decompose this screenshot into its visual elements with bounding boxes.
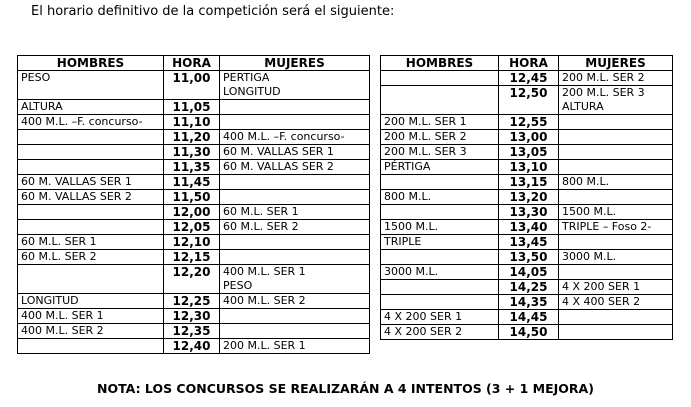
mujeres-cell: [559, 265, 673, 280]
table-row: [18, 71, 370, 100]
table-row: [18, 250, 370, 265]
hora-cell: 12,50: [499, 86, 559, 115]
mujeres-line: 60 M.L. SER 1: [223, 205, 299, 218]
hora-cell: 14,35: [499, 295, 559, 310]
table-row: [18, 220, 370, 235]
mujeres-line-2: ALTURA: [562, 100, 604, 113]
hora-cell: 12,05: [164, 220, 220, 235]
hora-cell: 13,45: [499, 235, 559, 250]
hora-cell: 12,20: [164, 265, 220, 294]
hora-cell: 14,45: [499, 310, 559, 325]
hora-cell: 11,30: [164, 145, 220, 160]
mujeres-cell: [220, 220, 370, 235]
mujeres-cell: [559, 71, 673, 86]
hora-cell: 12,30: [164, 309, 220, 324]
table-row: [18, 175, 370, 190]
table-row: [381, 115, 673, 130]
mujeres-line: 400 M.L. –F. concurso-: [223, 130, 345, 143]
table-row: [381, 71, 673, 86]
mujeres-cell: [559, 175, 673, 190]
table-row: [18, 235, 370, 250]
mujeres-line: 4 X 400 SER 2: [562, 295, 641, 308]
mujeres-cell: [220, 71, 370, 100]
hora-cell: 14,05: [499, 265, 559, 280]
mujeres-cell: [220, 100, 370, 115]
mujeres-cell: [559, 115, 673, 130]
hombres-cell: 200 M.L. SER 1: [381, 115, 499, 130]
mujeres-cell: [220, 235, 370, 250]
hora-cell: 11,20: [164, 130, 220, 145]
mujeres-line: TRIPLE – Foso 2-: [562, 220, 652, 233]
hombres-cell: 3000 M.L.: [381, 265, 499, 280]
table-row: [381, 310, 673, 325]
nota-footer: NOTA: LOS CONCURSOS SE REALIZARÁN A 4 INTENTOS (3 + 1 MEJORA): [97, 381, 594, 396]
hombres-cell: [381, 205, 499, 220]
hombres-cell: TRIPLE: [381, 235, 499, 250]
header-hombres: HOMBRES: [18, 56, 164, 71]
mujeres-line: 4 X 200 SER 1: [562, 280, 641, 293]
mujeres-cell: [220, 339, 370, 354]
mujeres-line: PERTIGA: [223, 71, 270, 84]
table-row: [18, 309, 370, 324]
mujeres-cell: [220, 130, 370, 145]
header-hora: HORA: [499, 56, 559, 71]
hora-cell: 12,55: [499, 115, 559, 130]
hora-cell: 11,10: [164, 115, 220, 130]
hora-cell: 11,50: [164, 190, 220, 205]
mujeres-line-2: LONGITUD: [223, 85, 281, 98]
mujeres-cell: [220, 145, 370, 160]
table-row: [381, 295, 673, 310]
hombres-cell: 400 M.L. SER 1: [18, 309, 164, 324]
mujeres-cell: [559, 86, 673, 115]
mujeres-cell: [220, 309, 370, 324]
hombres-cell: 1500 M.L.: [381, 220, 499, 235]
hombres-cell: [18, 265, 164, 294]
hombres-cell: [18, 205, 164, 220]
hora-cell: 12,10: [164, 235, 220, 250]
mujeres-line: 200 M.L. SER 3: [562, 86, 645, 99]
table-row: [381, 250, 673, 265]
hombres-cell: 200 M.L. SER 3: [381, 145, 499, 160]
table-row: [381, 86, 673, 115]
hombres-cell: [18, 130, 164, 145]
table-row: [381, 205, 673, 220]
mujeres-line: 60 M.L. SER 2: [223, 220, 299, 233]
table-row: [381, 280, 673, 295]
mujeres-cell: [220, 205, 370, 220]
mujeres-cell: [559, 145, 673, 160]
table-row: [381, 175, 673, 190]
hora-cell: 13,50: [499, 250, 559, 265]
mujeres-line: 60 M. VALLAS SER 2: [223, 160, 334, 173]
hombres-cell: [18, 220, 164, 235]
hombres-cell: [18, 145, 164, 160]
hombres-cell: [381, 280, 499, 295]
mujeres-cell: [220, 115, 370, 130]
hora-cell: 13,15: [499, 175, 559, 190]
table-row: [18, 190, 370, 205]
hombres-cell: 200 M.L. SER 2: [381, 130, 499, 145]
hombres-cell: 800 M.L.: [381, 190, 499, 205]
mujeres-line: 200 M.L. SER 2: [562, 71, 645, 84]
hombres-cell: 60 M.L. SER 1: [18, 235, 164, 250]
table-row: [381, 190, 673, 205]
header-hora: HORA: [164, 56, 220, 71]
hora-cell: 13,40: [499, 220, 559, 235]
hora-cell: 12,25: [164, 294, 220, 309]
hora-cell: 13,10: [499, 160, 559, 175]
mujeres-line: 400 M.L. SER 2: [223, 294, 306, 307]
mujeres-line: 800 M.L.: [562, 175, 610, 188]
table-row: [18, 100, 370, 115]
table-row: [381, 220, 673, 235]
hora-cell: 12,40: [164, 339, 220, 354]
table-row: [18, 265, 370, 294]
table-row: [381, 235, 673, 250]
table-row: [381, 145, 673, 160]
hombres-cell: 4 X 200 SER 1: [381, 310, 499, 325]
hora-cell: 13,05: [499, 145, 559, 160]
hora-cell: 11,45: [164, 175, 220, 190]
mujeres-line: 1500 M.L.: [562, 205, 617, 218]
mujeres-line: 400 M.L. SER 1: [223, 265, 306, 278]
mujeres-cell: [559, 235, 673, 250]
hombres-cell: PESO: [18, 71, 164, 100]
mujeres-cell: [220, 160, 370, 175]
mujeres-cell: [559, 130, 673, 145]
hora-cell: 11,35: [164, 160, 220, 175]
mujeres-line: 200 M.L. SER 1: [223, 339, 306, 352]
hora-cell: 13,20: [499, 190, 559, 205]
mujeres-cell: [559, 325, 673, 340]
mujeres-cell: [559, 205, 673, 220]
table-row: [18, 339, 370, 354]
table-row: [381, 325, 673, 340]
table-row: [381, 265, 673, 280]
header-mujeres: MUJERES: [559, 56, 673, 71]
hora-cell: 11,05: [164, 100, 220, 115]
table-row: [381, 130, 673, 145]
schedule-table-left: [17, 55, 370, 354]
hombres-cell: 4 X 200 SER 2: [381, 325, 499, 340]
table-row: [18, 160, 370, 175]
hora-cell: 11,00: [164, 71, 220, 100]
hora-cell: 12,15: [164, 250, 220, 265]
hombres-cell: LONGITUD: [18, 294, 164, 309]
hombres-cell: [381, 71, 499, 86]
hombres-cell: 60 M.L. SER 2: [18, 250, 164, 265]
hora-cell: 12,35: [164, 324, 220, 339]
hombres-cell: 60 M. VALLAS SER 1: [18, 175, 164, 190]
hora-cell: 13,00: [499, 130, 559, 145]
hombres-cell: PÉRTIGA: [381, 160, 499, 175]
table-row: [18, 130, 370, 145]
hombres-cell: ALTURA: [18, 100, 164, 115]
schedule-table-right: [380, 55, 673, 340]
hombres-cell: [18, 339, 164, 354]
hora-cell: 14,25: [499, 280, 559, 295]
hombres-cell: [381, 86, 499, 115]
mujeres-cell: [220, 250, 370, 265]
hombres-cell: 400 M.L. SER 2: [18, 324, 164, 339]
hora-cell: 12,00: [164, 205, 220, 220]
hombres-cell: 60 M. VALLAS SER 2: [18, 190, 164, 205]
mujeres-line: 3000 M.L.: [562, 250, 617, 263]
hora-cell: 14,50: [499, 325, 559, 340]
mujeres-line: 60 M. VALLAS SER 1: [223, 145, 334, 158]
intro-text: El horario definitivo de la competición será el siguiente:: [31, 4, 395, 19]
mujeres-cell: [559, 310, 673, 325]
table-row: [18, 145, 370, 160]
mujeres-cell: [559, 295, 673, 310]
mujeres-cell: [559, 250, 673, 265]
table-row: [381, 160, 673, 175]
hombres-cell: [381, 250, 499, 265]
mujeres-cell: [220, 175, 370, 190]
hombres-cell: 400 M.L. –F. concurso-: [18, 115, 164, 130]
hora-cell: 12,45: [499, 71, 559, 86]
table-row: [18, 324, 370, 339]
mujeres-cell: [559, 220, 673, 235]
mujeres-cell: [559, 190, 673, 205]
mujeres-cell: [559, 160, 673, 175]
mujeres-cell: [220, 190, 370, 205]
table-row: [18, 205, 370, 220]
hora-cell: 13,30: [499, 205, 559, 220]
mujeres-line-2: PESO: [223, 279, 253, 292]
mujeres-cell: [220, 324, 370, 339]
hombres-cell: [18, 160, 164, 175]
mujeres-cell: [220, 294, 370, 309]
hombres-cell: [381, 175, 499, 190]
header-mujeres: MUJERES: [220, 56, 370, 71]
mujeres-cell: [559, 280, 673, 295]
mujeres-cell: [220, 265, 370, 294]
hombres-cell: [381, 295, 499, 310]
table-row: [18, 294, 370, 309]
header-hombres: HOMBRES: [381, 56, 499, 71]
table-row: [18, 115, 370, 130]
